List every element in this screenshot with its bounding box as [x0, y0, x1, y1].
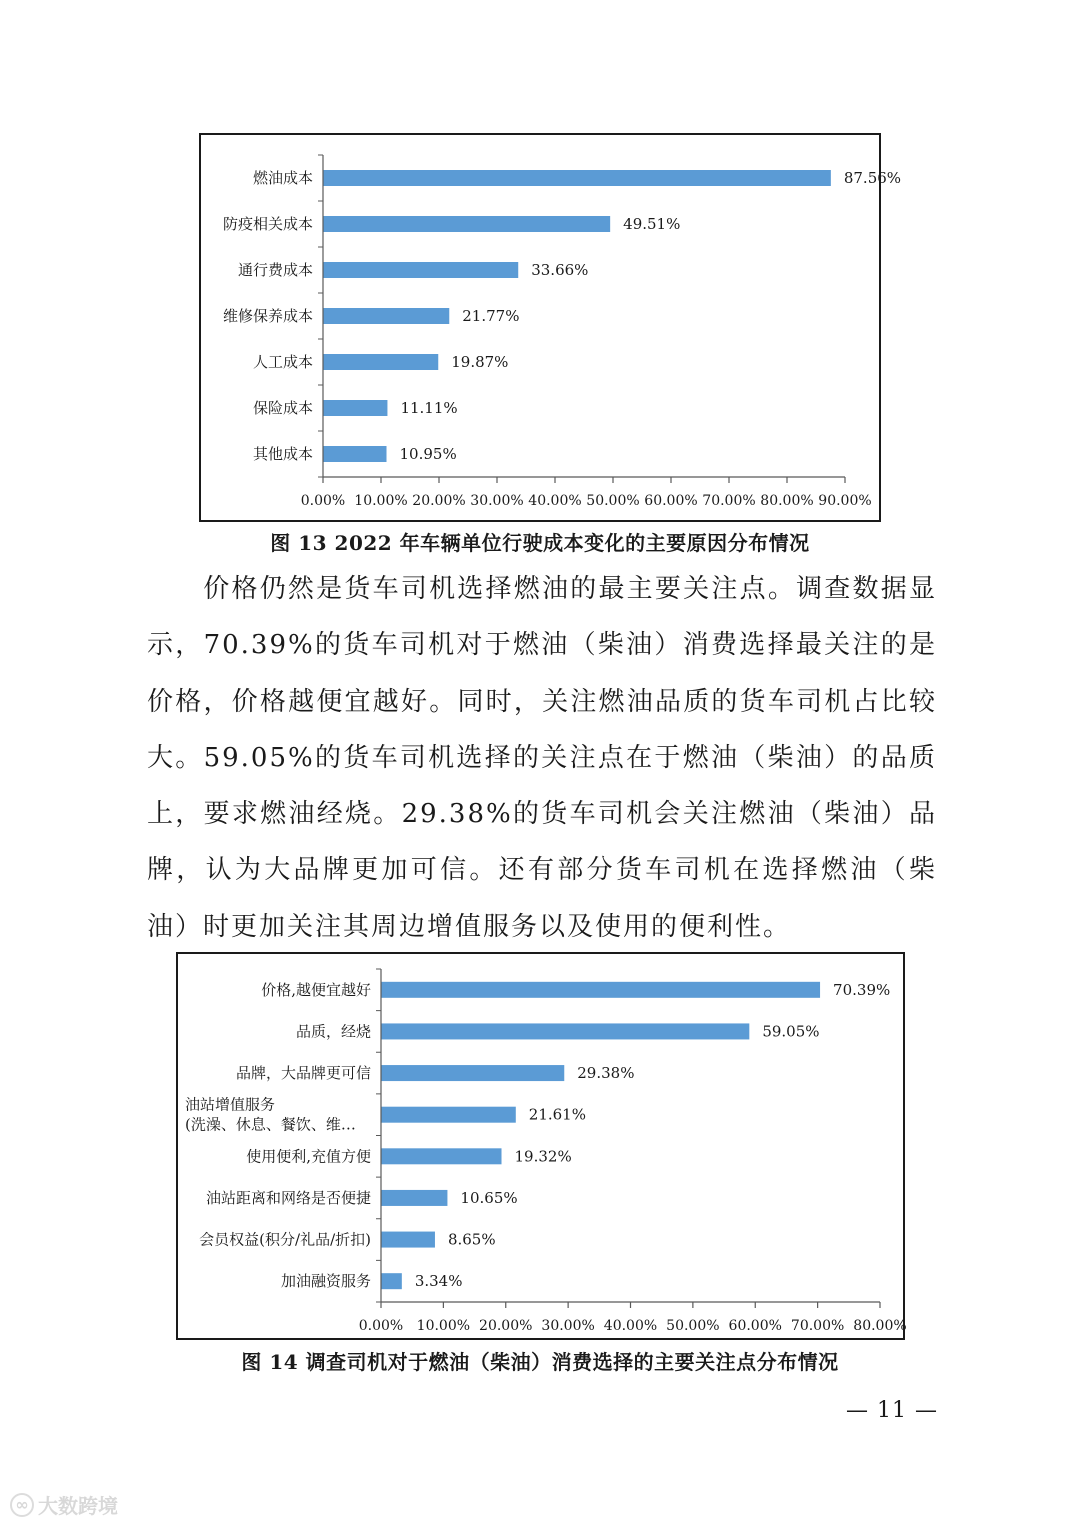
x-tick-label: 10.00%: [416, 1318, 471, 1334]
category-label: 油站增值服务: [185, 1095, 276, 1114]
watermark-text: 大数跨境: [38, 1494, 118, 1518]
bar: [323, 446, 387, 462]
category-label: 燃油成本: [252, 169, 313, 187]
chart-13-svg: [201, 135, 902, 520]
x-tick-label: 60.00%: [644, 493, 698, 509]
bar: [323, 216, 610, 232]
x-tick-label: 0.00%: [300, 493, 346, 509]
data-label: 19.87%: [451, 353, 509, 371]
category-label: 油站距离和网络是否便捷: [205, 1188, 371, 1207]
category-label: 品质，经烧: [295, 1022, 371, 1041]
data-label: 59.05%: [762, 1022, 820, 1041]
x-tick-label: 40.00%: [603, 1318, 658, 1334]
x-tick-label: 70.00%: [790, 1318, 845, 1334]
watermark-logo-icon: ∞: [10, 1493, 34, 1517]
x-tick-label: 0.00%: [358, 1318, 404, 1334]
data-label: 11.11%: [400, 399, 458, 417]
x-tick-label: 70.00%: [702, 493, 756, 509]
x-tick-label: 60.00%: [728, 1318, 782, 1334]
chart-figure-13: [199, 133, 902, 522]
category-label: 加油融资服务: [280, 1272, 371, 1291]
data-label: 49.51%: [623, 215, 681, 233]
category-label: 价格,越便宜越好: [261, 980, 371, 999]
x-tick-label: 20.00%: [479, 1318, 533, 1334]
x-tick-label: 50.00%: [666, 1318, 720, 1334]
bar: [381, 1190, 447, 1206]
category-label: 使用便利,充值方便: [246, 1147, 371, 1166]
watermark: [10, 1490, 118, 1519]
bar: [323, 170, 831, 186]
x-tick-label: 20.00%: [412, 493, 466, 509]
bar: [381, 1232, 435, 1248]
data-label: 19.32%: [514, 1147, 572, 1166]
page-number: — 11 —: [846, 1398, 938, 1423]
data-label: 29.38%: [577, 1064, 635, 1083]
chart-14-svg: [178, 954, 907, 1338]
bar: [381, 1148, 502, 1164]
category-label: 维修保养成本: [222, 307, 313, 325]
data-label: 70.39%: [833, 980, 891, 999]
data-label: 21.77%: [462, 307, 520, 325]
chart-figure-14: [176, 952, 905, 1340]
data-label: 21.61%: [528, 1105, 586, 1124]
bar: [323, 262, 518, 278]
x-tick-label: 30.00%: [470, 493, 524, 509]
category-label: 品牌，大品牌更可信: [235, 1064, 371, 1083]
figure-14-caption: 图 14 调查司机对于燃油（柴油）消费选择的主要关注点分布情况: [241, 1350, 839, 1374]
category-label: 人工成本: [252, 353, 313, 371]
bar: [381, 1107, 516, 1123]
category-label: 防疫相关成本: [222, 215, 313, 233]
x-tick-label: 30.00%: [541, 1318, 595, 1334]
bar: [381, 1273, 402, 1289]
x-tick-label: 90.00%: [818, 493, 872, 509]
bar: [323, 354, 438, 370]
body-paragraph-text: 价格仍然是货车司机选择燃油的最主要关注点。调查数据显示，70.39%的货车司机对于燃油（柴油）消费选择最关注的是价格，价格越便宜越好。同时，关注燃油品质的货车司机占比较大。59.05%的货车司机选择的关注点在于燃油（柴油）的品质上，要求燃油经烧。29.38%的货车司机会关注燃油（柴油）品牌，认为大品牌更加可信。还有部分货车司机在选择燃油（柴油）时更加关注其周边增值服务以及使用的便利性。: [147, 574, 937, 942]
body-paragraph: [147, 561, 937, 955]
bar: [323, 308, 449, 324]
x-tick-label: 40.00%: [528, 493, 582, 509]
data-label: 10.65%: [460, 1188, 518, 1207]
category-label: (洗澡、休息、餐饮、维…: [185, 1115, 356, 1134]
category-label: 其他成本: [252, 445, 313, 463]
data-label: 87.56%: [843, 169, 902, 187]
data-label: 33.66%: [531, 261, 589, 279]
data-label: 8.65%: [447, 1230, 496, 1249]
category-label: 会员权益(积分/礼品/折扣): [199, 1230, 371, 1249]
x-tick-label: 50.00%: [586, 493, 640, 509]
bar: [323, 400, 387, 416]
bar: [381, 982, 820, 998]
bar: [381, 1065, 564, 1081]
data-label: 10.95%: [399, 445, 457, 463]
category-label: 通行费成本: [237, 261, 313, 279]
data-label: 3.34%: [414, 1272, 463, 1291]
category-label: 保险成本: [252, 399, 313, 417]
figure-13-caption: 图 13 2022 年车辆单位行驶成本变化的主要原因分布情况: [270, 531, 810, 555]
bar: [381, 1023, 749, 1039]
x-tick-label: 80.00%: [760, 493, 814, 509]
x-tick-label: 10.00%: [354, 493, 408, 509]
x-tick-label: 80.00%: [853, 1318, 907, 1334]
